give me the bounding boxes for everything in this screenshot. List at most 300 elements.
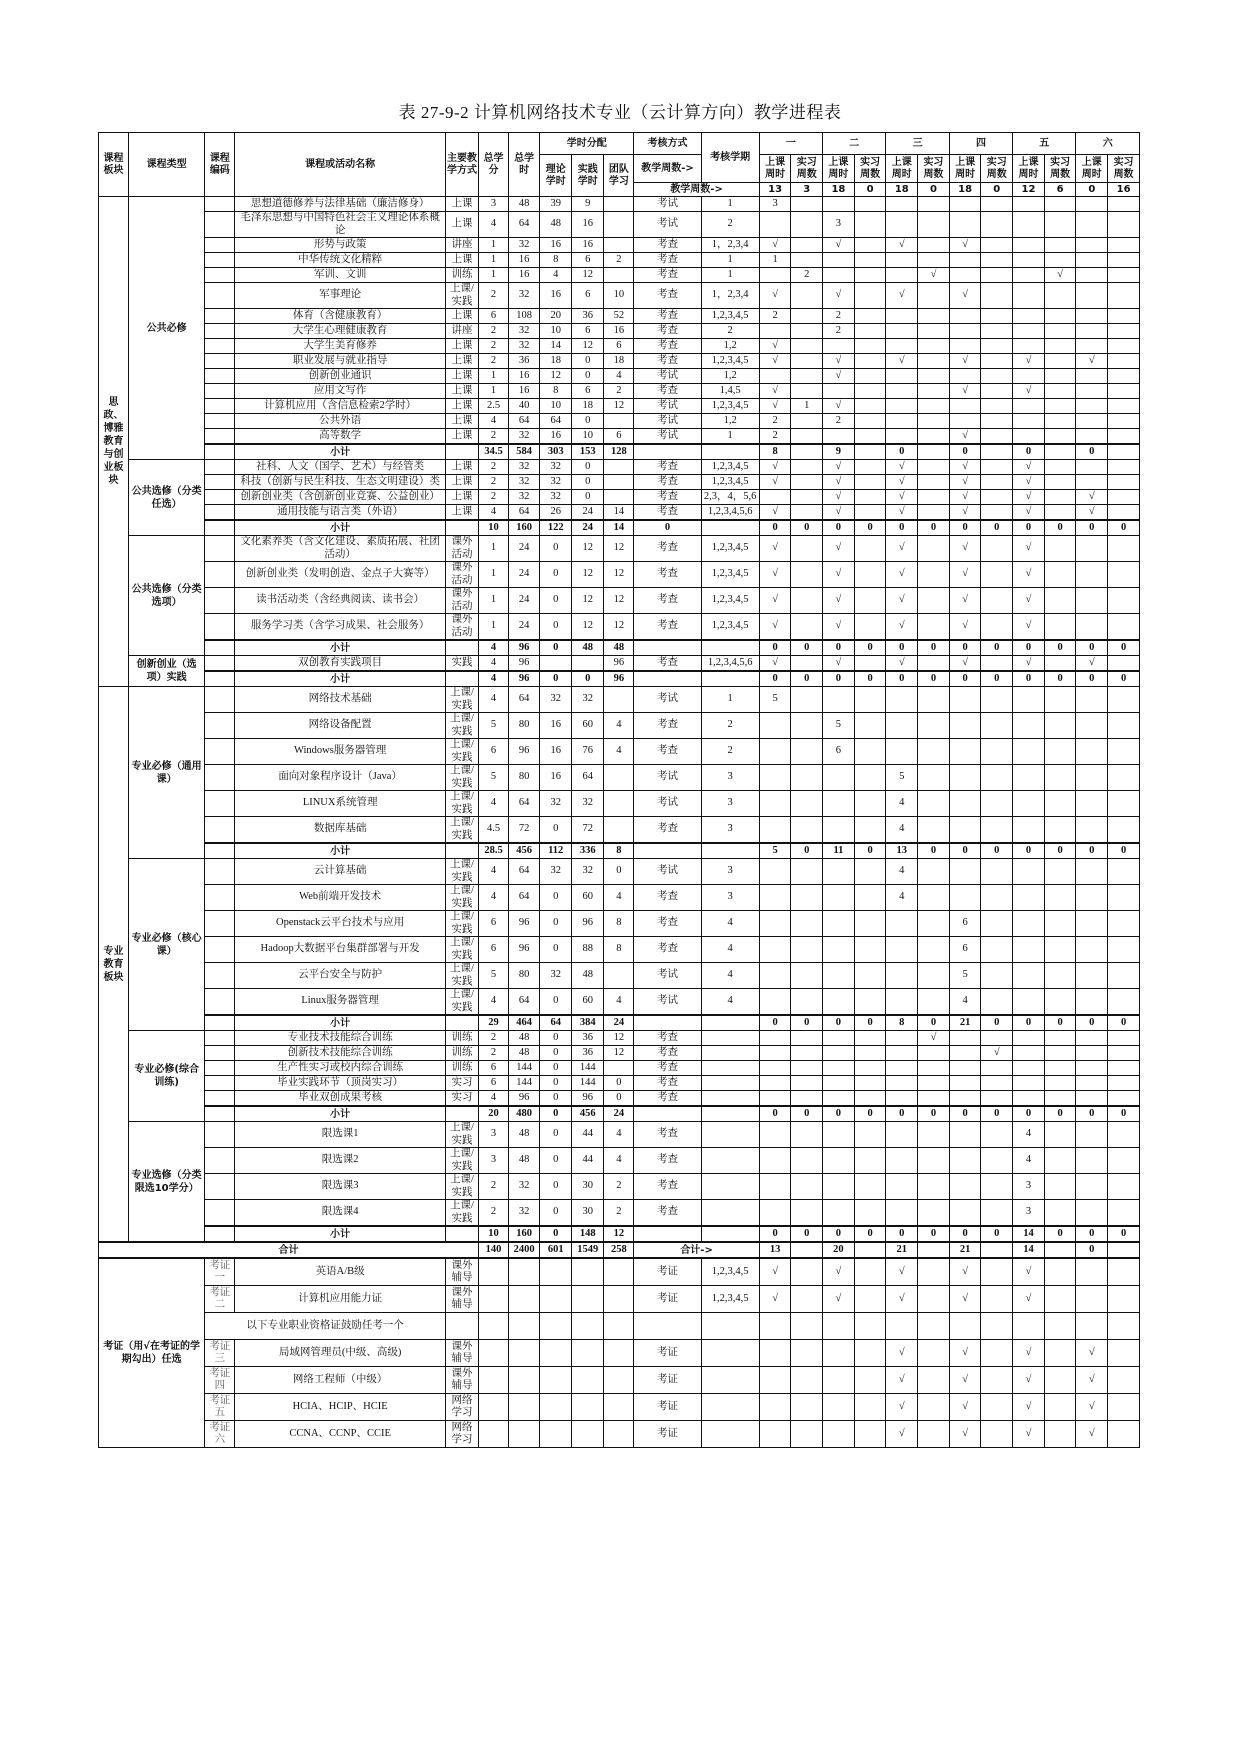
semester-cell: 0	[981, 843, 1013, 859]
semester-cell	[918, 238, 950, 253]
exam-method: 考查	[634, 354, 701, 369]
semester-cell: 3	[823, 212, 855, 238]
course-theory: 122	[540, 520, 572, 536]
semester-cell	[949, 197, 981, 212]
semester-cell	[1044, 687, 1076, 713]
semester-cell: 13	[759, 1242, 791, 1258]
semester-cell	[981, 384, 1013, 399]
header-week-count: 0	[1076, 183, 1108, 197]
semester-cell	[1108, 490, 1140, 505]
teaching-mode: 实践	[445, 656, 478, 672]
semester-cell: 0	[1013, 1106, 1045, 1122]
semester-cell	[854, 1174, 886, 1200]
semester-cell	[759, 1313, 791, 1340]
exam-term: 1,2	[701, 414, 759, 429]
course-credit: 4	[479, 656, 509, 672]
semester-cell	[1108, 444, 1140, 460]
course-credit: 4	[479, 671, 509, 687]
subtotal-label: 小计	[235, 444, 446, 460]
semester-cell	[791, 859, 823, 885]
course-team: 12	[604, 1031, 634, 1046]
semester-cell	[949, 1091, 981, 1107]
course-practice: 16	[572, 212, 604, 238]
semester-cell	[1044, 1031, 1076, 1046]
course-code	[205, 520, 235, 536]
exam-method: 0	[634, 520, 701, 536]
course-code	[205, 1148, 235, 1174]
semester-cell: 0	[854, 1106, 886, 1122]
exam-method: 考试	[634, 963, 701, 989]
course-name: Linux服务器管理	[235, 989, 446, 1016]
course-theory: 0	[540, 1061, 572, 1076]
semester-cell: 0	[918, 1106, 950, 1122]
semester-cell	[1044, 1200, 1076, 1227]
semester-cell	[791, 614, 823, 641]
semester-cell: 0	[854, 671, 886, 687]
semester-cell	[854, 1258, 886, 1286]
course-hours: 80	[509, 713, 540, 739]
course-team: 14	[604, 520, 634, 536]
course-code	[205, 238, 235, 253]
semester-cell	[918, 713, 950, 739]
semester-cell	[1013, 212, 1045, 238]
semester-cell	[918, 1122, 950, 1148]
semester-cell	[981, 324, 1013, 339]
course-team: 12	[604, 562, 634, 588]
semester-cell	[823, 1046, 855, 1061]
course-hours: 80	[509, 963, 540, 989]
semester-cell: 0	[918, 640, 950, 656]
course-row	[99, 369, 1140, 384]
check-icon: √	[823, 505, 855, 521]
semester-cell	[823, 1313, 855, 1340]
semester-cell	[791, 444, 823, 460]
semester-cell: 0	[823, 520, 855, 536]
course-name: 职业发展与就业指导	[235, 354, 446, 369]
check-icon: √	[1013, 1421, 1045, 1448]
exam-term: 1,2,3,4,5	[701, 1258, 759, 1286]
course-hours: 48	[509, 1122, 540, 1148]
course-row	[99, 859, 1140, 885]
course-code	[205, 268, 235, 283]
semester-cell	[1076, 384, 1108, 399]
total-hours: 2400	[509, 1242, 540, 1258]
course-code	[205, 429, 235, 445]
semester-cell	[823, 1076, 855, 1091]
semester-cell	[1108, 253, 1140, 268]
check-icon: √	[759, 1258, 791, 1286]
course-team: 128	[604, 444, 634, 460]
check-icon: √	[1013, 536, 1045, 562]
course-theory: 0	[540, 671, 572, 687]
course-theory: 12	[540, 369, 572, 384]
check-icon: √	[759, 588, 791, 614]
semester-cell: 0	[854, 1015, 886, 1031]
course-team: 12	[604, 399, 634, 414]
semester-cell: 3	[1013, 1174, 1045, 1200]
course-code	[205, 490, 235, 505]
semester-cell	[949, 1046, 981, 1061]
semester-cell: 0	[1076, 520, 1108, 536]
course-hours: 48	[509, 1148, 540, 1174]
certificate-block-label: 考证（用√在考证的学期勾出）任选	[99, 1258, 205, 1448]
course-credit: 3	[479, 1122, 509, 1148]
semester-cell	[1013, 238, 1045, 253]
exam-term	[701, 1174, 759, 1200]
teaching-mode: 上课	[445, 429, 478, 445]
course-practice: 30	[572, 1174, 604, 1200]
semester-cell	[823, 963, 855, 989]
course-theory: 16	[540, 429, 572, 445]
course-code	[205, 937, 235, 963]
course-practice: 44	[572, 1148, 604, 1174]
exam-method: 考查	[634, 1200, 701, 1227]
course-code	[205, 588, 235, 614]
semester-cell	[918, 369, 950, 384]
course-row	[99, 384, 1140, 399]
course-practice: 336	[572, 843, 604, 859]
semester-cell	[854, 963, 886, 989]
course-credit: 1	[479, 369, 509, 384]
teaching-mode: 上课/实践	[445, 911, 478, 937]
semester-cell	[1044, 490, 1076, 505]
semester-cell	[981, 339, 1013, 354]
course-hours: 40	[509, 399, 540, 414]
semester-cell	[1044, 1076, 1076, 1091]
course-hours: 108	[509, 309, 540, 324]
semester-cell	[918, 614, 950, 641]
semester-cell	[791, 1031, 823, 1046]
course-theory: 0	[540, 817, 572, 844]
course-hours: 96	[509, 1091, 540, 1107]
header-week-count: 0	[981, 183, 1013, 197]
semester-cell	[981, 369, 1013, 384]
check-icon: √	[1076, 354, 1108, 369]
course-name: 限选课3	[235, 1174, 446, 1200]
course-theory: 0	[540, 1046, 572, 1061]
teaching-mode: 上课	[445, 460, 478, 475]
course-row	[99, 588, 1140, 614]
semester-cell	[1044, 309, 1076, 324]
course-credit: 4	[479, 989, 509, 1016]
semester-cell	[918, 687, 950, 713]
course-row	[99, 989, 1140, 1016]
course-hours: 464	[509, 1015, 540, 1031]
course-theory: 0	[540, 1076, 572, 1091]
course-theory: 32	[540, 490, 572, 505]
semester-cell	[854, 369, 886, 384]
semester-cell	[1108, 505, 1140, 521]
semester-cell	[1044, 885, 1076, 911]
semester-cell	[918, 1367, 950, 1394]
semester-cell	[854, 1286, 886, 1313]
teaching-mode: 上课	[445, 354, 478, 369]
exam-term: 1,2,3,4,5,6	[701, 505, 759, 521]
semester-cell	[1076, 765, 1108, 791]
exam-term: 1,2,3,4,5	[701, 475, 759, 490]
course-code	[205, 687, 235, 713]
exam-term: 1,2,3,4,5	[701, 588, 759, 614]
total-theory: 601	[540, 1242, 572, 1258]
semester-cell	[981, 197, 1013, 212]
semester-cell: 0	[918, 1226, 950, 1242]
semester-cell: 0	[759, 1106, 791, 1122]
empty-cell	[604, 1340, 634, 1367]
empty-cell	[509, 1367, 540, 1394]
exam-method: 考试	[634, 765, 701, 791]
semester-cell	[1076, 1148, 1108, 1174]
course-team: 4	[604, 885, 634, 911]
exam-term	[701, 1091, 759, 1107]
course-credit: 6	[479, 739, 509, 765]
course-hours: 64	[509, 989, 540, 1016]
course-code	[205, 354, 235, 369]
semester-cell	[1044, 1174, 1076, 1200]
subtotal-label: 小计	[235, 1015, 446, 1031]
exam-method: 考查	[634, 713, 701, 739]
check-icon: √	[886, 238, 918, 253]
course-credit: 2	[479, 1200, 509, 1227]
semester-cell	[1013, 399, 1045, 414]
course-hours: 64	[509, 414, 540, 429]
semester-cell	[1013, 1091, 1045, 1107]
course-credit: 4.5	[479, 817, 509, 844]
course-row	[99, 739, 1140, 765]
header-theory: 理论学时	[540, 155, 572, 197]
course-row	[99, 253, 1140, 268]
semester-cell	[886, 253, 918, 268]
semester-cell	[823, 937, 855, 963]
semester-cell	[854, 414, 886, 429]
check-icon: √	[759, 505, 791, 521]
course-practice: 76	[572, 739, 604, 765]
course-name: 创新创业类（含创新创业竞赛、公益创业）	[235, 490, 446, 505]
semester-cell: 11	[823, 843, 855, 859]
semester-cell	[1076, 399, 1108, 414]
header-week-count: 0	[854, 183, 886, 197]
semester-cell	[918, 399, 950, 414]
header-week-count: 0	[918, 183, 950, 197]
semester-cell	[759, 859, 791, 885]
exam-method: 考查	[634, 324, 701, 339]
exam-term	[701, 1394, 759, 1421]
check-icon: √	[759, 339, 791, 354]
semester-cell	[918, 444, 950, 460]
semester-cell	[1076, 536, 1108, 562]
total-credit: 140	[479, 1242, 509, 1258]
semester-cell	[759, 911, 791, 937]
semester-cell	[949, 817, 981, 844]
exam-method: 考查	[634, 1031, 701, 1046]
semester-cell	[854, 475, 886, 490]
semester-cell	[1013, 963, 1045, 989]
semester-cell: 1	[759, 253, 791, 268]
check-icon: √	[1013, 505, 1045, 521]
check-icon: √	[823, 656, 855, 672]
course-row	[99, 1122, 1140, 1148]
teaching-mode: 实习	[445, 1091, 478, 1107]
check-icon: √	[949, 588, 981, 614]
semester-cell	[1044, 238, 1076, 253]
semester-cell	[791, 765, 823, 791]
semester-cell	[886, 739, 918, 765]
course-hours: 64	[509, 687, 540, 713]
semester-cell	[791, 937, 823, 963]
check-icon: √	[759, 238, 791, 253]
course-name: 大学生美育修养	[235, 339, 446, 354]
semester-cell	[1013, 197, 1045, 212]
semester-cell: 6	[823, 739, 855, 765]
semester-cell: 20	[823, 1242, 855, 1258]
course-credit: 6	[479, 1061, 509, 1076]
semester-cell	[1044, 739, 1076, 765]
semester-cell	[759, 1340, 791, 1367]
header-practice-weeks: 实习周数	[981, 155, 1013, 183]
exam-method: 考查	[634, 339, 701, 354]
course-row	[99, 817, 1140, 844]
check-icon: √	[949, 238, 981, 253]
course-theory: 0	[540, 562, 572, 588]
teaching-mode: 上课/实践	[445, 687, 478, 713]
certificate-row	[99, 1421, 1140, 1448]
semester-cell	[949, 212, 981, 238]
semester-cell	[759, 1122, 791, 1148]
semester-cell	[854, 614, 886, 641]
course-code	[205, 791, 235, 817]
certificate-row	[99, 1340, 1140, 1367]
course-practice: 48	[572, 963, 604, 989]
semester-cell	[949, 253, 981, 268]
exam-term: 4	[701, 911, 759, 937]
course-practice: 12	[572, 562, 604, 588]
semester-cell	[1108, 1174, 1140, 1200]
semester-cell	[759, 324, 791, 339]
semester-cell	[981, 963, 1013, 989]
course-name: 社科、人文（国学、艺术）与经管类	[235, 460, 446, 475]
semester-cell	[981, 817, 1013, 844]
semester-cell	[759, 963, 791, 989]
course-name: 生产性实习或校内综合训练	[235, 1061, 446, 1076]
teaching-mode: 上课	[445, 212, 478, 238]
semester-cell	[1044, 505, 1076, 521]
semester-cell	[791, 460, 823, 475]
course-practice: 144	[572, 1076, 604, 1091]
semester-cell	[981, 354, 1013, 369]
semester-cell	[1044, 1313, 1076, 1340]
exam-method	[634, 444, 701, 460]
course-hours: 48	[509, 1031, 540, 1046]
semester-cell	[1108, 1148, 1140, 1174]
semester-cell: 5	[759, 687, 791, 713]
semester-cell	[791, 1313, 823, 1340]
semester-cell	[791, 354, 823, 369]
subtotal-label: 小计	[235, 843, 446, 859]
course-theory: 303	[540, 444, 572, 460]
empty-cell	[509, 1258, 540, 1286]
teaching-mode: 课外活动	[445, 536, 478, 562]
course-team: 0	[604, 1076, 634, 1091]
course-team: 12	[604, 588, 634, 614]
semester-cell	[981, 614, 1013, 641]
semester-cell	[759, 713, 791, 739]
teaching-mode	[445, 1226, 478, 1242]
semester-cell	[1108, 656, 1140, 672]
course-row	[99, 1148, 1140, 1174]
course-credit: 3	[479, 1148, 509, 1174]
semester-cell	[981, 765, 1013, 791]
semester-cell	[759, 791, 791, 817]
semester-cell	[981, 1421, 1013, 1448]
semester-cell	[918, 859, 950, 885]
course-name: 计算机应用（含信息检索2学时）	[235, 399, 446, 414]
semester-cell	[791, 197, 823, 212]
semester-cell: 4	[886, 817, 918, 844]
semester-cell	[918, 1394, 950, 1421]
exam-term: 1,2	[701, 339, 759, 354]
empty-cell	[540, 1258, 572, 1286]
course-practice: 384	[572, 1015, 604, 1031]
semester-cell	[918, 1091, 950, 1107]
semester-cell: 0	[918, 671, 950, 687]
semester-cell	[1013, 765, 1045, 791]
header-practice-weeks: 实习周数	[854, 155, 886, 183]
course-name: 毛泽东思想与中国特色社会主义理论体系概论	[235, 212, 446, 238]
semester-cell	[759, 1367, 791, 1394]
check-icon: √	[1044, 268, 1076, 283]
teaching-mode: 课外活动	[445, 614, 478, 641]
course-code	[205, 369, 235, 384]
check-icon: √	[823, 536, 855, 562]
course-theory: 0	[540, 1091, 572, 1107]
course-type-label: 专业必修（核心课）	[129, 859, 205, 1031]
teaching-mode: 实习	[445, 1076, 478, 1091]
course-name: 云平台安全与防护	[235, 963, 446, 989]
course-name: 公共外语	[235, 414, 446, 429]
semester-cell	[886, 911, 918, 937]
teaching-mode	[445, 1015, 478, 1031]
semester-cell	[854, 1313, 886, 1340]
semester-cell: 0	[854, 640, 886, 656]
semester-cell: 0	[886, 1226, 918, 1242]
course-code	[205, 253, 235, 268]
semester-cell	[918, 309, 950, 324]
check-icon: √	[823, 1286, 855, 1313]
semester-cell	[791, 1091, 823, 1107]
table-title: 表 27-9-2 计算机网络技术专业（云计算方向）教学进程表	[398, 103, 842, 122]
course-code	[205, 414, 235, 429]
semester-cell	[823, 911, 855, 937]
semester-cell	[854, 253, 886, 268]
check-icon: √	[759, 354, 791, 369]
course-theory: 0	[540, 1174, 572, 1200]
semester-cell	[981, 1367, 1013, 1394]
course-row	[99, 1091, 1140, 1107]
course-credit: 1	[479, 614, 509, 641]
semester-cell	[1013, 885, 1045, 911]
semester-cell	[791, 713, 823, 739]
total-team: 258	[604, 1242, 634, 1258]
empty-cell	[479, 1394, 509, 1421]
semester-cell	[918, 911, 950, 937]
course-credit: 1	[479, 588, 509, 614]
semester-cell	[1044, 989, 1076, 1016]
exam-term	[701, 1076, 759, 1091]
semester-cell	[823, 253, 855, 268]
course-name: 应用文写作	[235, 384, 446, 399]
semester-cell: 0	[791, 640, 823, 656]
course-row	[99, 505, 1140, 521]
header-team: 团队学习	[604, 155, 634, 197]
